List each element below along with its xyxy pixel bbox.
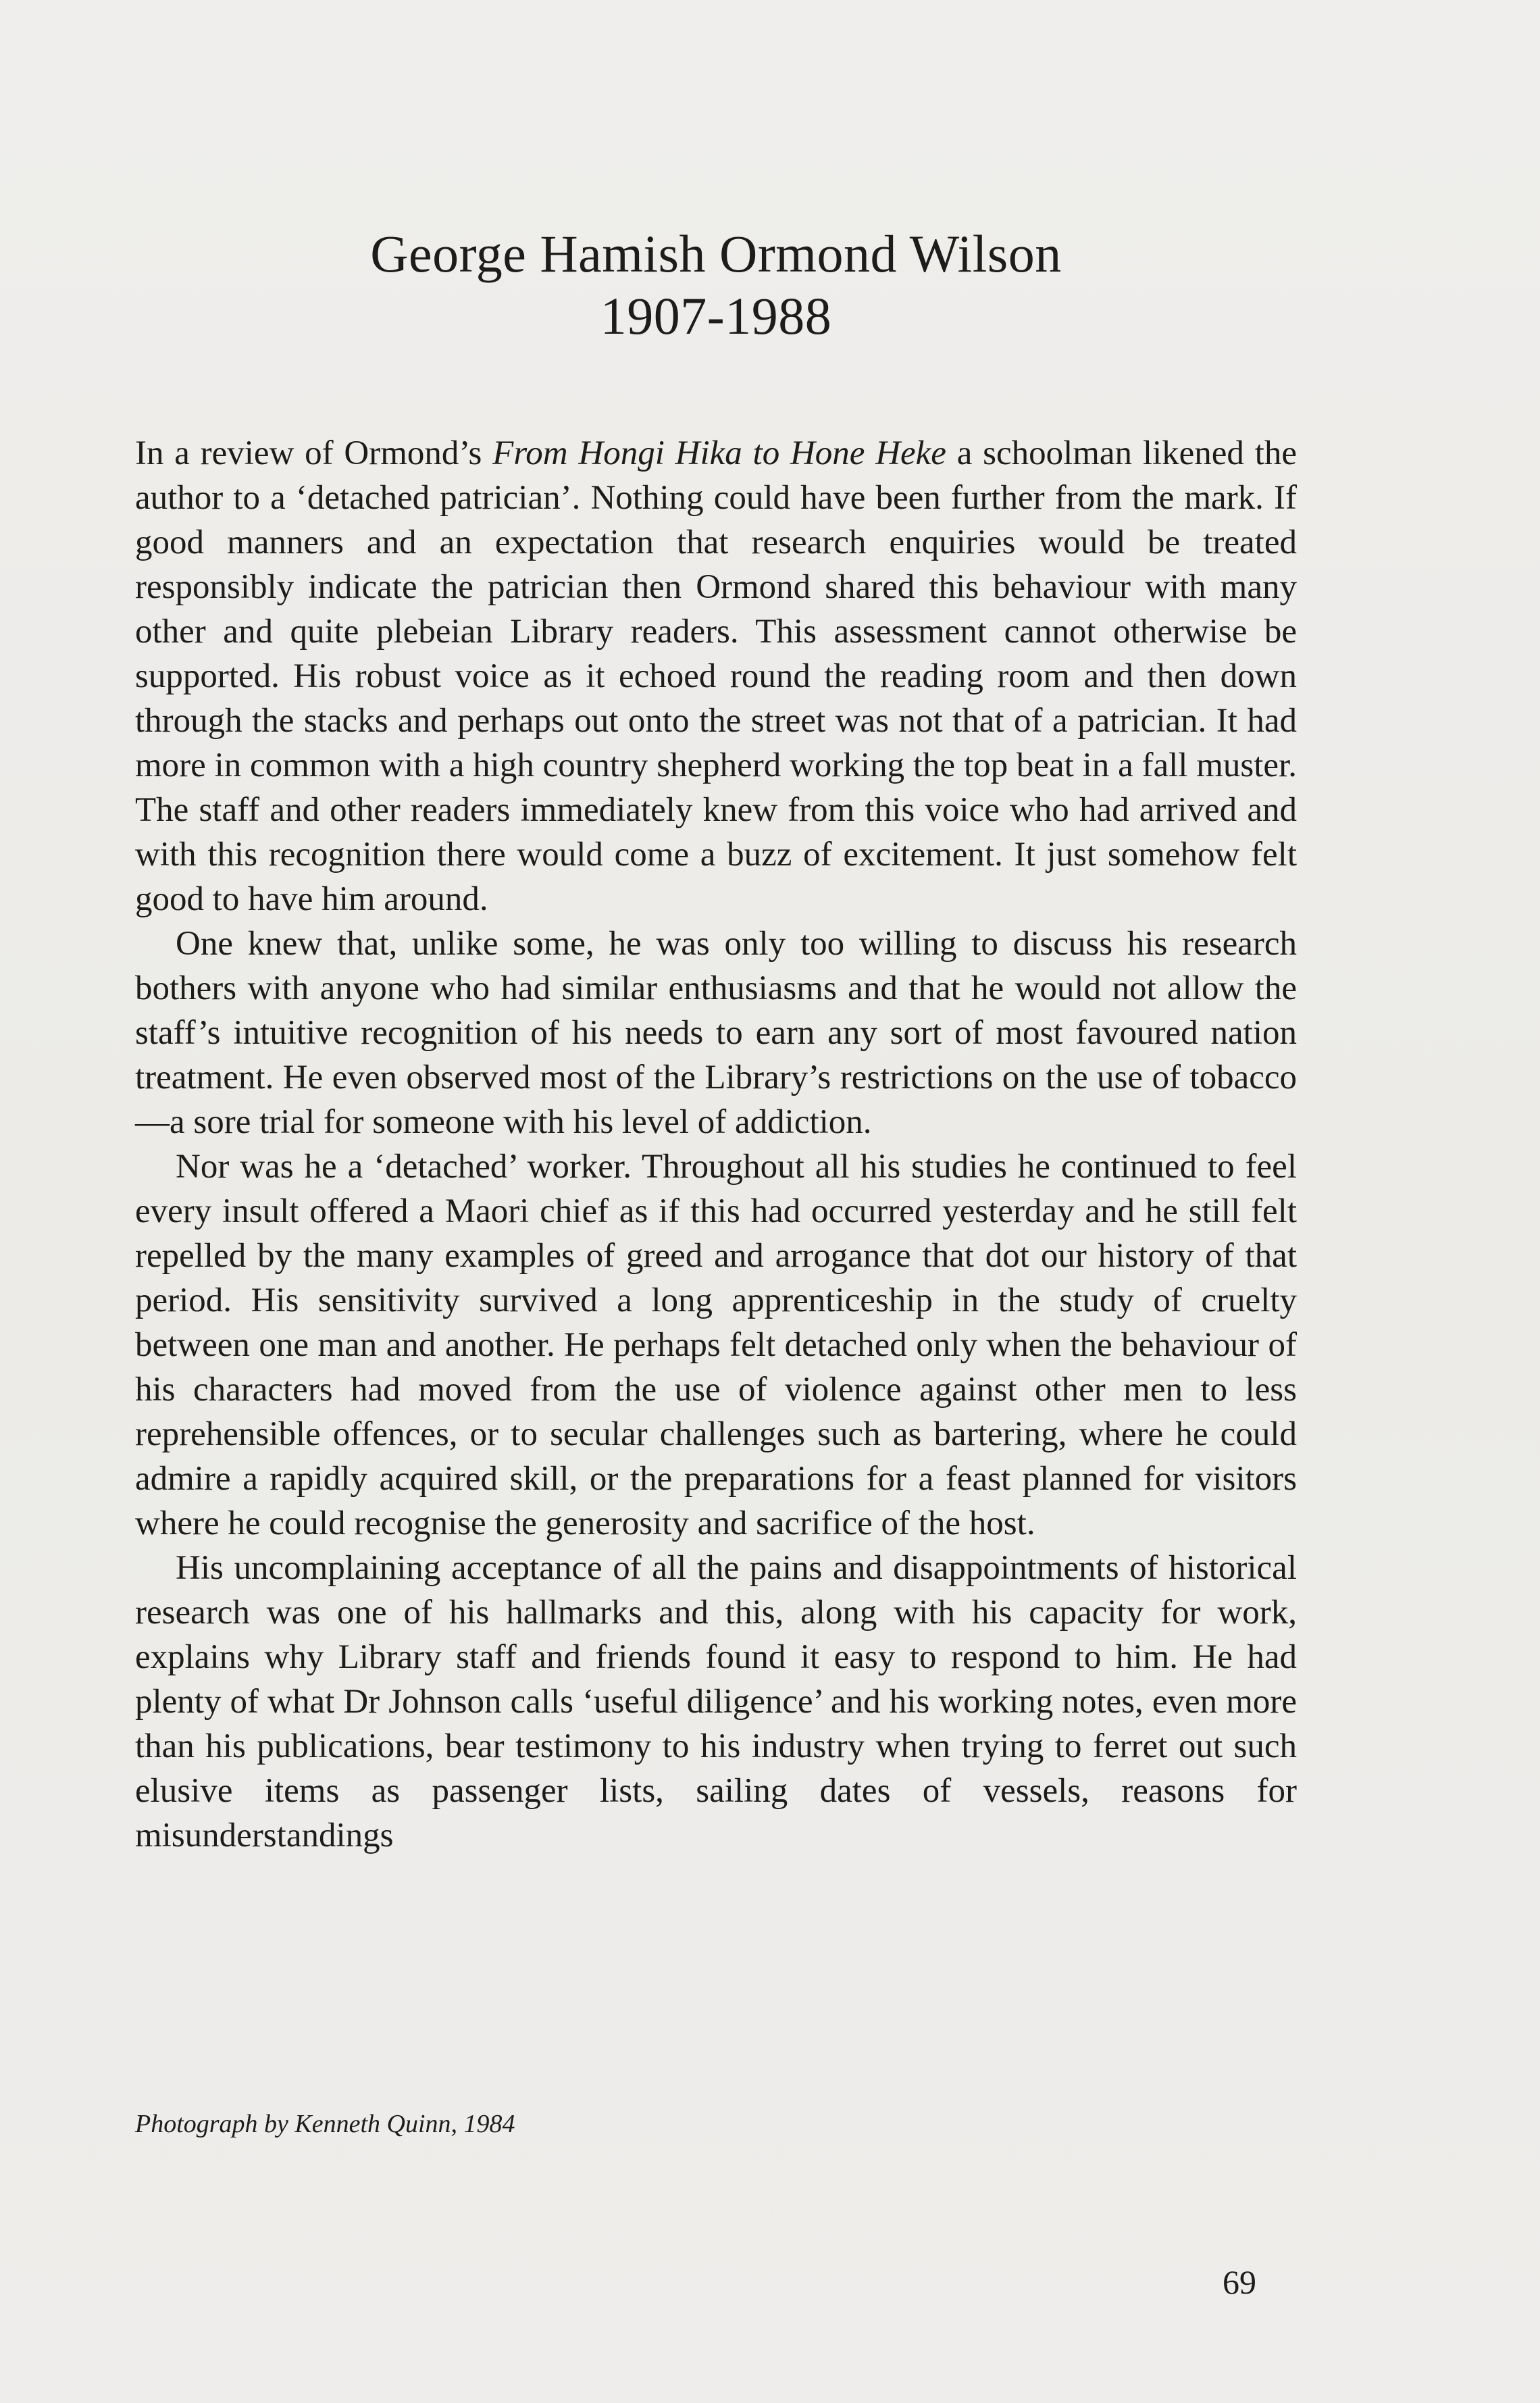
paragraph-2: One knew that, unlike some, he was only too willing to discuss his research bothers with anyone who had similar enthusiasms and that he would not allow the staff’s intuitive recognition of his needs to earn any sort of most favoured nation treatment. He even observed most of the Library’s restrictions on the use of tobacco—a sore trial for someone with his level of addiction. — [135, 925, 1297, 1141]
article-body — [135, 431, 1297, 1858]
paragraph-1-text-end: a schoolman likened the author to a ‘detached patrician’. Nothing could have been further from the mark. If good manners and an expectation that research enquiries would be treated responsibly indicate the patrician then Ormond shared this behaviour with many other and quite plebeian Library readers. This assessment cannot otherwise be supported. His robust voice as it echoed round the reading room and then down through the stacks and perhaps out onto the street was not that of a patrician. It had more in common with a high country shepherd working the top beat in a fall muster. The staff and other readers immediately knew from this voice who had arrived and with this recognition there would come a buzz of excitement. It just somehow felt good to have him around. — [135, 434, 1297, 918]
paragraph-3: Nor was he a ‘detached’ worker. Throughout all his studies he continued to feel every insult offered a Maori chief as if this had occurred yesterday and he still felt repelled by the many examples of greed and arrogance that dot our history of that period. His sensitivity survived a long apprenticeship in the study of cruelty between one man and another. He perhaps felt detached only when the behaviour of his characters had moved from the use of violence against other men to less reprehensible offences, or to secular challenges such as bartering, where he could admire a rapidly acquired skill, or the preparations for a feast planned for visitors where he could recognise the generosity and sacrifice of the host. — [135, 1148, 1297, 1542]
title-years: 1907-1988 — [600, 286, 832, 345]
book-title-italic: From Hongi Hika to Hone Heke — [492, 434, 946, 472]
paragraph-1-text-start: In a review of Ormond’s — [135, 434, 493, 472]
page-title: George Hamish Ormond Wilson — [370, 224, 1062, 283]
paragraph-1 — [135, 431, 1297, 921]
photo-caption: Photograph by Kenneth Quinn, 1984 — [135, 2110, 515, 2138]
paragraph-4: His uncomplaining acceptance of all the pains and disappointments of historical research was one of his hallmarks and this, along with his capacity for work, explains why Library staff and friends found it easy to respond to him. He had plenty of what Dr Johnson calls ‘useful diligence’ and his working notes, even more than his publications, bear testimony to his industry when trying to ferret out such elusive items as passenger lists, sailing dates of vessels, reasons for misunderstandings — [135, 1549, 1297, 1854]
article-header — [135, 223, 1297, 347]
page-number: 69 — [1223, 2263, 1256, 2301]
